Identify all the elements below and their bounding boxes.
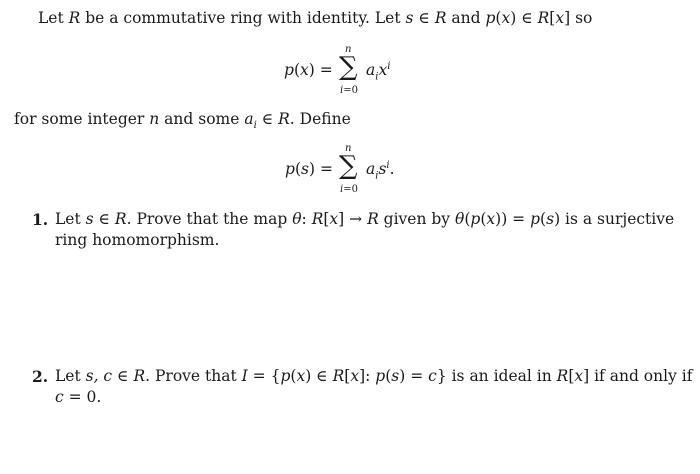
text: ]: (359, 367, 376, 385)
superscript-i: i (387, 61, 391, 72)
text: ] so (564, 9, 593, 27)
var-a: a (244, 110, 254, 128)
summation-symbol: ∑ (339, 52, 358, 82)
sum-upper-limit: n (345, 44, 352, 55)
text: ) is a surjective (554, 210, 675, 228)
problem-2-line-2 (55, 388, 101, 406)
text: ( (540, 210, 547, 228)
problem-number: 2. (32, 367, 49, 386)
eq1-lhs (284, 61, 333, 79)
var-p: p (284, 61, 294, 79)
var-theta: θ (292, 210, 302, 228)
var-R: R (278, 110, 290, 128)
text: ∈ (256, 110, 279, 128)
text: ( (290, 367, 297, 385)
var-c: c (428, 367, 437, 385)
var-i: i (340, 85, 344, 96)
var-x: x (296, 367, 306, 385)
var-I: I (241, 367, 248, 385)
text: } is an ideal in (436, 367, 557, 385)
text: . (389, 160, 395, 179)
define-line (14, 110, 351, 131)
var-s: s (85, 210, 94, 228)
text: Let (38, 9, 69, 27)
text: ] if and only if (583, 367, 693, 385)
text: ) ∈ (305, 367, 333, 385)
var-x: x (350, 367, 360, 385)
var-R: R (68, 9, 81, 27)
var-x: x (486, 210, 496, 228)
intro-line (38, 9, 592, 27)
var-R: R (556, 367, 569, 385)
text: ∈ (93, 210, 115, 228)
text: ( (293, 61, 300, 79)
var-R: R (114, 210, 127, 228)
var-a: a (366, 61, 376, 80)
eq2-lhs (285, 160, 333, 178)
text: ) = (308, 61, 333, 79)
eq2-term (366, 160, 395, 181)
var-p: p (280, 367, 291, 385)
text: ∈ (413, 9, 435, 27)
text: . Prove that (145, 367, 242, 385)
text: ( (480, 210, 487, 228)
text: ) ∈ (510, 9, 538, 27)
eq1-term (366, 61, 390, 82)
subscript-i: i (253, 120, 257, 132)
text: ( (495, 9, 502, 27)
text: ) = (399, 367, 429, 385)
var-p: p (375, 367, 386, 385)
var-x: x (501, 9, 511, 27)
var-s: s (301, 160, 309, 178)
var-R: R (537, 9, 550, 27)
var-x: x (555, 9, 565, 27)
var-theta: θ (455, 210, 465, 228)
var-s-c: s, c (85, 367, 113, 385)
sum-lower-limit (340, 184, 358, 195)
sum-upper-limit: n (345, 143, 352, 154)
problem-1-line-1 (55, 210, 674, 228)
sum-lower-limit (340, 85, 358, 96)
var-c: c (55, 388, 64, 406)
superscript-i: i (386, 160, 390, 171)
var-s: s (405, 9, 414, 27)
text: ) = (308, 160, 333, 178)
var-p: p (470, 210, 481, 228)
text: = 0. (63, 388, 102, 406)
var-R: R (332, 367, 345, 385)
var-a: a (366, 160, 376, 179)
subscript-i: i (375, 170, 379, 182)
text: )) = (495, 210, 531, 228)
text: [ (344, 367, 351, 385)
var-R: R (434, 9, 447, 27)
var-i: i (340, 184, 344, 195)
text: and (446, 9, 486, 27)
text: [ (323, 210, 330, 228)
text: ] → (338, 210, 368, 228)
text: be a commutative ring with identity. Let (80, 9, 406, 27)
var-p: p (485, 9, 496, 27)
var-p: p (530, 210, 541, 228)
problem-2-line-1 (55, 367, 692, 385)
var-R: R (367, 210, 379, 228)
var-x: x (378, 61, 388, 80)
var-n: n (149, 110, 160, 128)
text: and some (159, 110, 245, 128)
text: = { (247, 367, 281, 385)
text: [ (568, 367, 575, 385)
text: =0 (343, 184, 358, 195)
text: =0 (343, 85, 358, 96)
text: for some integer (14, 110, 150, 128)
text: given by (378, 210, 455, 228)
problem-1-line-2: ring homomorphism. (55, 231, 220, 249)
text: : (301, 210, 312, 228)
text: ( (294, 160, 301, 178)
problem-number: 1. (32, 210, 49, 229)
var-s: s (378, 160, 387, 179)
var-x: x (574, 367, 584, 385)
text: Let (55, 367, 86, 385)
var-s: s (391, 367, 400, 385)
text: ( (385, 367, 392, 385)
var-p: p (285, 160, 295, 178)
var-R: R (133, 367, 146, 385)
var-x: x (329, 210, 339, 228)
text: [ (549, 9, 556, 27)
text: Let (55, 210, 86, 228)
var-s: s (546, 210, 555, 228)
var-x: x (300, 61, 309, 79)
var-R: R (311, 210, 324, 228)
text: ∈ (112, 367, 134, 385)
text: . Prove that the map (126, 210, 293, 228)
subscript-i: i (375, 71, 379, 83)
summation-symbol: ∑ (339, 151, 358, 181)
text: ( (464, 210, 471, 228)
text: . Define (289, 110, 351, 128)
